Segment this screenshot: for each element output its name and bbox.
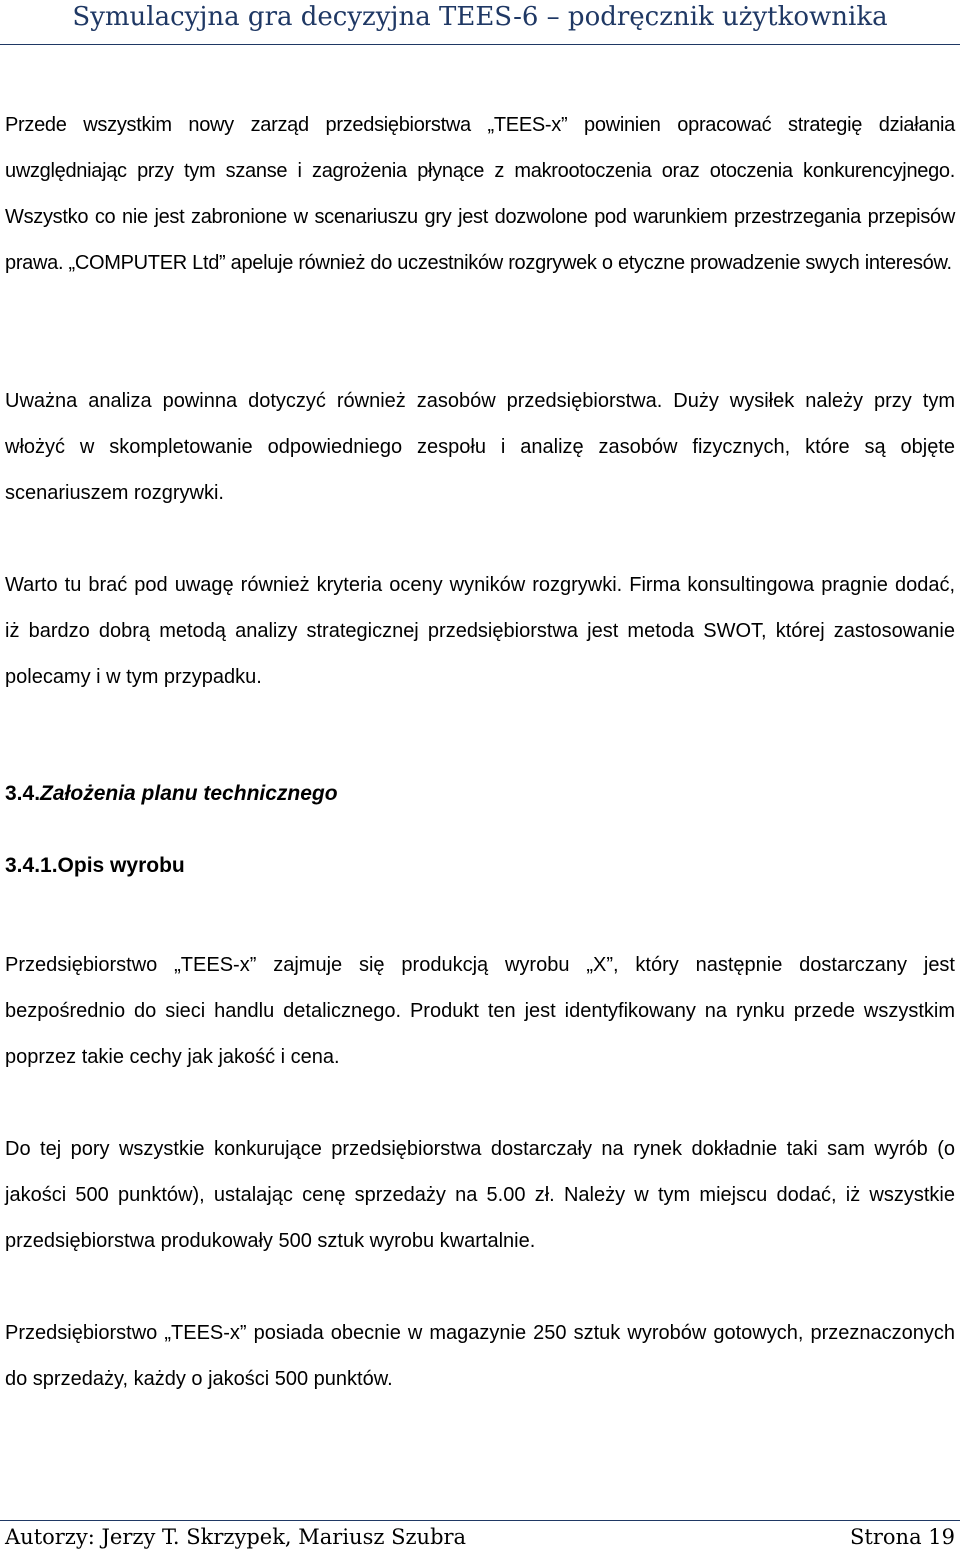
paragraph-competition: Do tej pory wszystkie konkurujące przedsiębiorstwa dostarczały na rynek dokładnie taki sam wyrób (o jakości 500 punktów), ustalając cenę sprzedaży na 5.00 zł. Należy w tym miejscu dodać, iż wszystkie przedsiębiorstwa produkowały 500 sztuk wyrobu kwartalnie.	[5, 1138, 955, 1252]
paragraph-strategy: Przede wszystkim nowy zarząd przedsiębiorstwa „TEES-x” powinien opracować strategię działania uwzględniając przy tym szanse i zagrożenia płynące z makrootoczenia oraz otoczenia konkurencyjnego. Wszystko co nie jest zabronione w scenariuszu gry jest dozwolone pod warunkiem przestrzegania przepisów prawa. „COMPUTER Ltd” apeluje również do uczestników rozgrywek o etyczne prowadzenie swych interesów.	[5, 114, 955, 274]
paragraph-inventory: Przedsiębiorstwo „TEES-x” posiada obecnie w magazynie 250 sztuk wyrobów gotowych, przeznaczonych do sprzedaży, każdy o jakości 500 punktów.	[5, 1322, 955, 1390]
paragraph-criteria: Warto tu brać pod uwagę również kryteria oceny wyników rozgrywki. Firma konsultingowa pragnie dodać, iż bardzo dobrą metodą analizy strategicznej przedsiębiorstwa jest metoda SWOT, której zastosowanie polecamy i w tym przypadku.	[5, 574, 955, 688]
footer-divider	[0, 1520, 960, 1521]
subsection-title: Opis wyrobu	[57, 854, 185, 877]
paragraph-product: Przedsiębiorstwo „TEES-x” zajmuje się produkcją wyrobu „X”, który następnie dostarczany jest bezpośrednio do sieci handlu detalicznego. Produkt ten jest identyfikowany na rynku przede wszystkim poprzez takie cechy jak jakość i cena.	[5, 954, 955, 1068]
section-number: 3.4.	[5, 782, 41, 805]
header-divider	[0, 44, 960, 45]
page-header: Symulacyjna gra decyzyjna TEES-6 – podręcznik użytkownika	[72, 2, 888, 32]
section-title: Założenia planu technicznego	[40, 782, 338, 805]
subsection-heading-product	[5, 851, 185, 881]
footer-authors: Autorzy: Jerzy T. Skrzypek, Mariusz Szubra	[5, 1525, 467, 1549]
page-footer	[0, 1522, 960, 1552]
section-heading-technical-plan	[5, 779, 338, 809]
subsection-number: 3.4.1.	[5, 854, 58, 877]
page-number: Strona 19	[850, 1525, 955, 1549]
paragraph-resources: Uważna analiza powinna dotyczyć również zasobów przedsiębiorstwa. Duży wysiłek należy przy tym włożyć w skompletowanie odpowiedniego zespołu i analizę zasobów fizycznych, które są objęte scenariuszem rozgrywki.	[5, 390, 955, 504]
